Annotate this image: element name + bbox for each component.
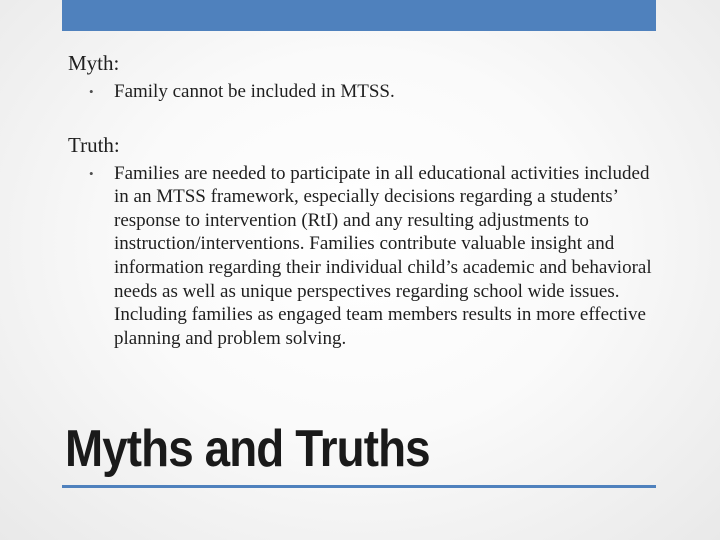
- myth-heading: Myth:: [68, 51, 120, 75]
- slide-title: Myths and Truths: [65, 420, 430, 478]
- truth-bullet-item: [68, 162, 658, 351]
- top-accent-bar: [62, 0, 656, 31]
- title-underline: [62, 485, 656, 488]
- myth-bullet-list: [68, 80, 658, 104]
- truth-heading: Truth:: [68, 132, 120, 157]
- slide-content: [68, 50, 658, 350]
- truth-bullet-text: Families are needed to participate in all educational activities included in an MTSS framework, especially decisions regarding a students’ response to intervention (RtI) and any resulting adjustments to instruction/interventions. Families contribute valuable insight and information regarding their individual child’s academic and behavioral needs as well as unique perspectives regarding school wide issues. Including families as engaged team members results in more effective planning and problem solving.: [114, 162, 652, 349]
- bullet-icon: •: [89, 165, 94, 181]
- myth-bullet-item: [68, 80, 658, 104]
- truth-bullet-list: [68, 162, 658, 351]
- bullet-icon: •: [89, 84, 94, 99]
- myth-bullet-text: Family cannot be included in MTSS.: [114, 81, 395, 102]
